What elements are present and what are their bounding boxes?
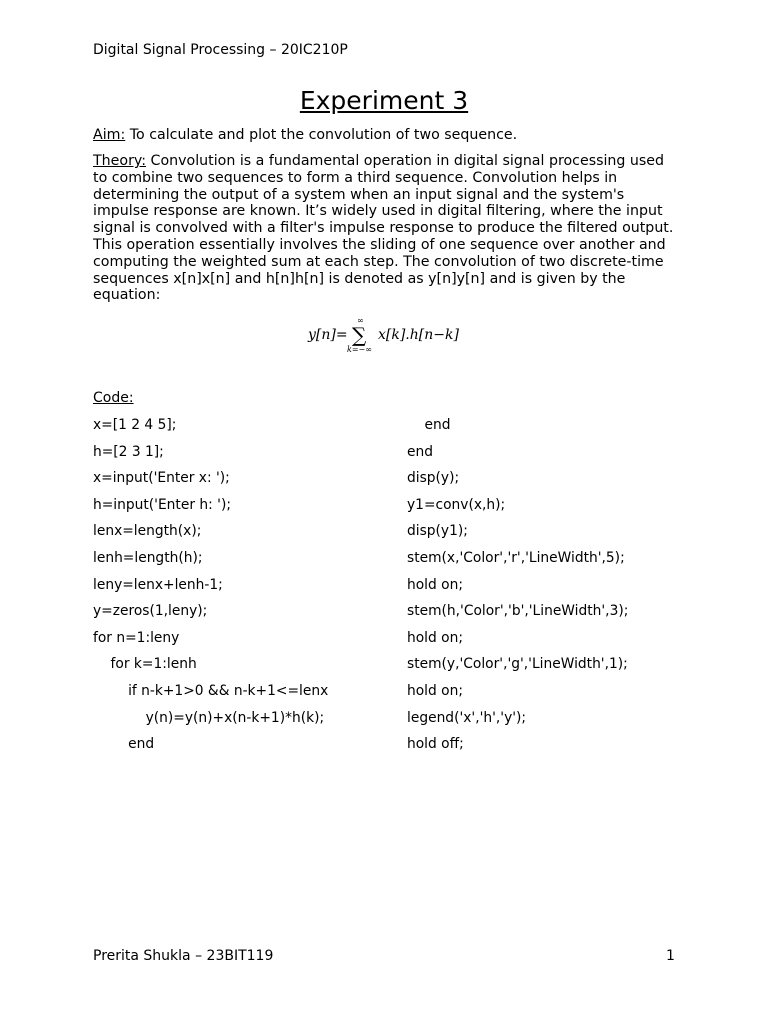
code-line: y(n)=y(n)+x(n-k+1)*h(k); bbox=[93, 709, 325, 726]
code-line: stem(y,'Color','g','LineWidth',1); bbox=[407, 656, 628, 673]
code-line: hold off; bbox=[407, 736, 464, 753]
code-line: for n=1:leny bbox=[93, 629, 180, 646]
code-column-right bbox=[407, 416, 628, 762]
code-line: stem(x,'Color','r','LineWidth',5); bbox=[407, 549, 625, 566]
code-line: hold on; bbox=[407, 629, 463, 646]
formula-lower-limit: k=−∞ bbox=[347, 345, 372, 354]
theory-text: Convolution is a fundamental operation in digital signal processing used to combine two sequences to form a third sequence. Convolution helps in determining the output of a system when an input signal and the system's impulse response are known. It’s widely used in digital filtering, where the input signal is convolved with a filter's impulse response to produce the filtered output. This operation essentially involves the sliding of one sequence over another and computing the weighted sum at each step. The convolution of two discrete-time sequences x[n]x[n] and h[n]h[n] is denoted as y[n]y[n] and is given by the equation: bbox=[93, 153, 674, 304]
code-column-left bbox=[93, 416, 328, 762]
code-line: stem(h,'Color','b','LineWidth',3); bbox=[407, 603, 629, 620]
code-line: y1=conv(x,h); bbox=[407, 496, 506, 513]
code-line: h=input('Enter h: '); bbox=[93, 496, 231, 513]
aim-label: Aim: bbox=[93, 127, 126, 143]
code-line: end bbox=[93, 736, 155, 753]
page-header: Digital Signal Processing – 20IC210P bbox=[93, 42, 348, 58]
aim-text: To calculate and plot the convolution of two sequence. bbox=[125, 127, 518, 143]
code-line: lenh=length(h); bbox=[93, 549, 203, 566]
code-line: lenx=length(x); bbox=[93, 523, 202, 540]
code-line: x=[1 2 4 5]; bbox=[93, 417, 177, 433]
code-line: hold on; bbox=[407, 682, 463, 699]
theory-section bbox=[93, 153, 677, 304]
code-line: if n-k+1>0 && n-k+1<=lenx bbox=[93, 682, 329, 699]
formula-upper-limit: ∞ bbox=[357, 316, 364, 325]
code-line: hold on; bbox=[407, 576, 463, 593]
code-line: x=input('Enter x: '); bbox=[93, 470, 230, 487]
footer-author: Prerita Shukla – 23BIT119 bbox=[93, 948, 274, 964]
formula-lhs: y[n]= bbox=[308, 327, 348, 343]
code-line: y=zeros(1,leny); bbox=[93, 603, 208, 620]
code-line: disp(y1); bbox=[407, 523, 468, 540]
code-line: leny=lenx+lenh-1; bbox=[93, 576, 223, 593]
code-line: h=[2 3 1]; bbox=[93, 443, 164, 460]
code-line: for k=1:lenh bbox=[93, 656, 197, 673]
code-line: legend('x','h','y'); bbox=[407, 709, 527, 726]
convolution-formula bbox=[308, 318, 478, 358]
page-number: 1 bbox=[666, 948, 675, 964]
sigma-symbol: ∑ bbox=[352, 323, 367, 347]
aim-section bbox=[93, 127, 517, 143]
code-line: disp(y); bbox=[407, 470, 460, 487]
page-title: Experiment 3 bbox=[299, 86, 469, 115]
formula-rhs: x[k].h[n−k] bbox=[378, 327, 459, 343]
code-label: Code: bbox=[93, 390, 134, 406]
code-line: end bbox=[407, 417, 451, 433]
code-line: end bbox=[407, 443, 433, 460]
theory-label: Theory: bbox=[93, 153, 147, 169]
